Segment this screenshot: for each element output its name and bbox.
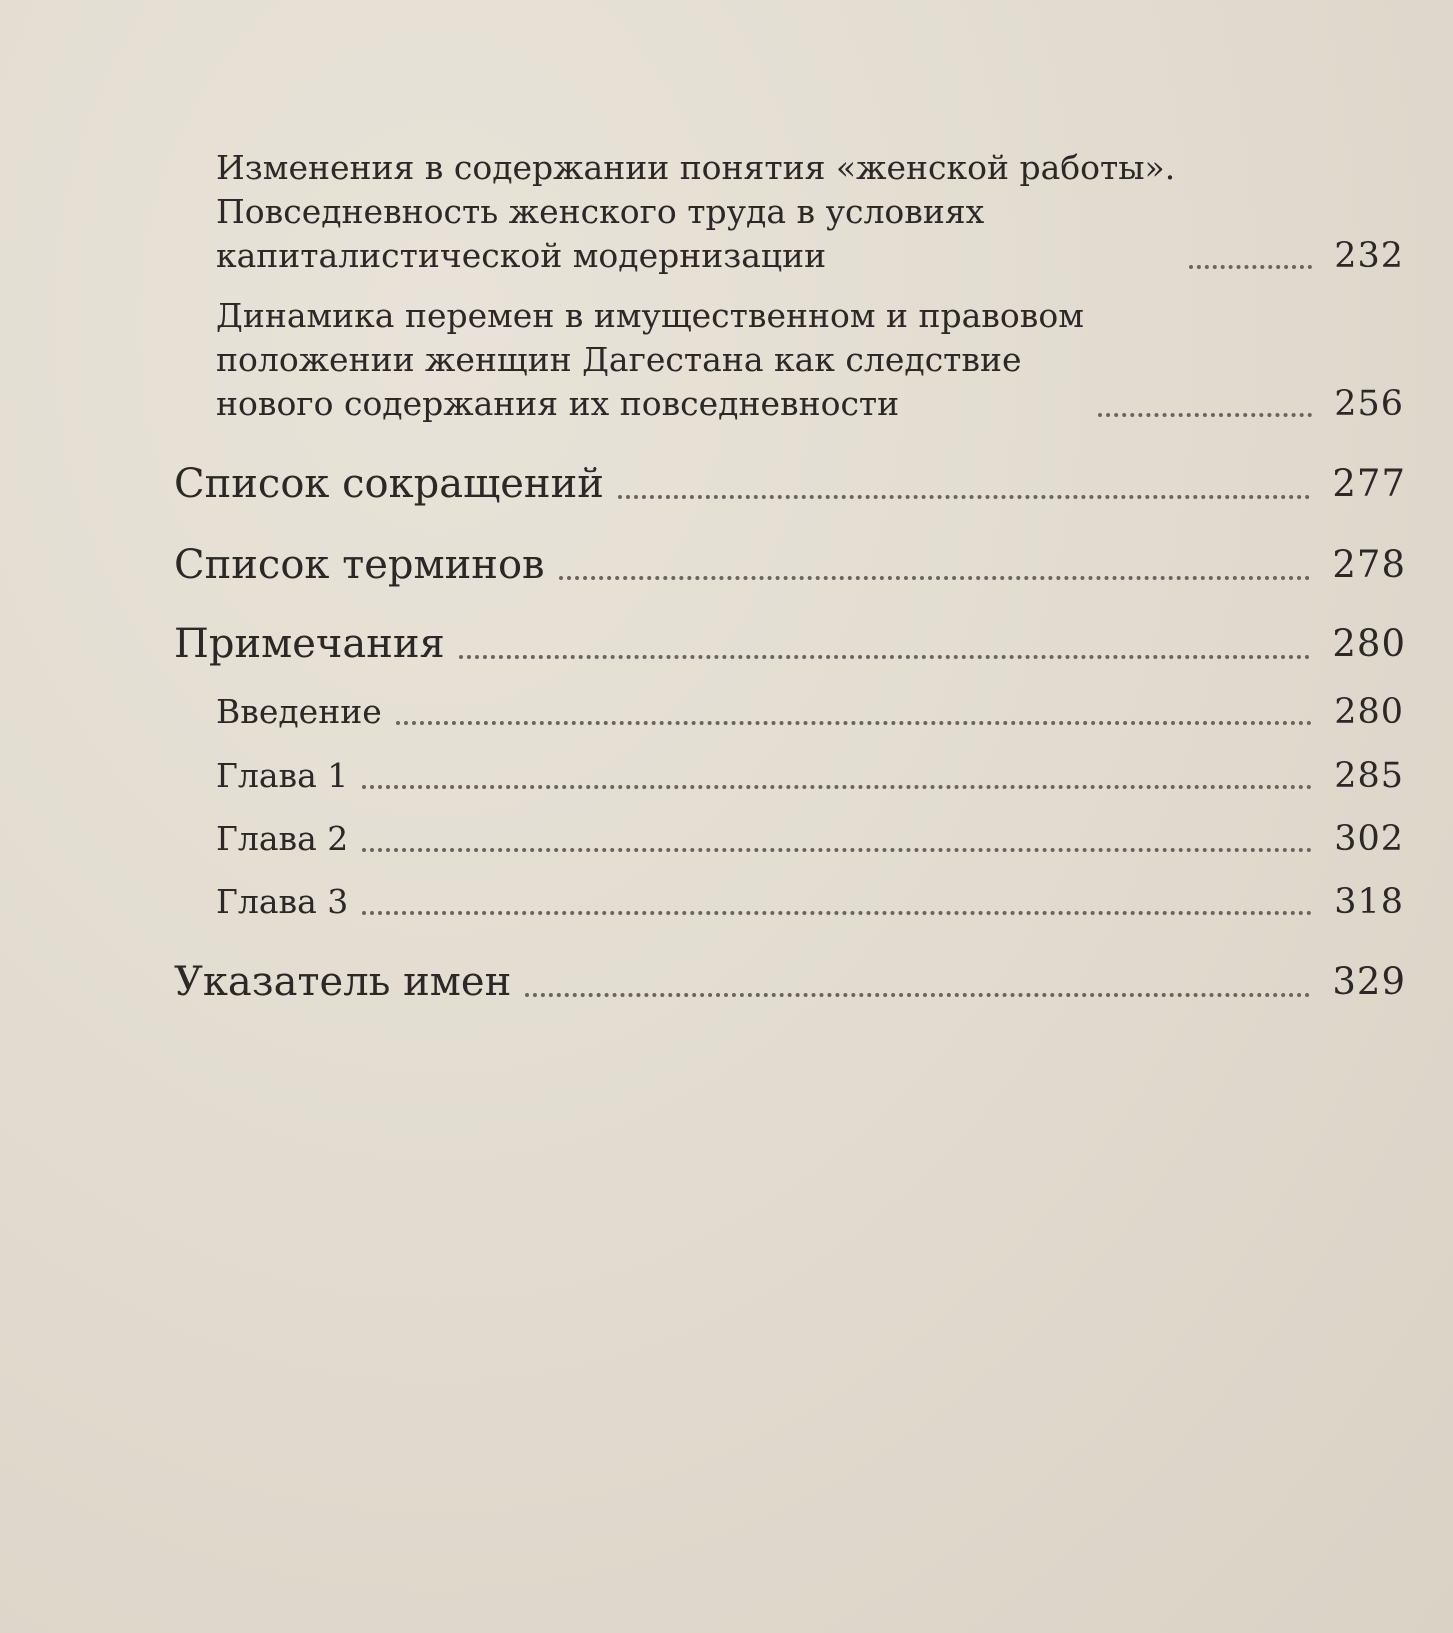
toc-entry-title: Глава 1 bbox=[216, 756, 349, 795]
dot-leader bbox=[1098, 413, 1312, 417]
toc-entry[interactable] bbox=[174, 460, 1406, 508]
toc-entry[interactable] bbox=[216, 817, 1404, 861]
toc-entry[interactable] bbox=[216, 880, 1404, 924]
dot-leader bbox=[362, 911, 1312, 915]
dot-leader bbox=[362, 848, 1312, 852]
toc-page-number: 329 bbox=[1332, 960, 1406, 1003]
toc-entry-title: Введение bbox=[216, 692, 382, 731]
toc-entry-line: нового содержания их повседневности bbox=[216, 384, 900, 423]
toc-entry-title: Список сокращений bbox=[174, 461, 604, 507]
dot-leader bbox=[362, 785, 1312, 789]
dot-leader bbox=[559, 576, 1311, 580]
toc-page-number: 285 bbox=[1334, 756, 1404, 796]
toc-page-number: 232 bbox=[1334, 236, 1404, 276]
toc-entry-title: Примечания bbox=[174, 621, 445, 667]
toc-entry[interactable] bbox=[216, 754, 1404, 798]
toc-page-number: 277 bbox=[1332, 462, 1406, 505]
dot-leader bbox=[459, 655, 1311, 659]
dot-leader bbox=[396, 721, 1312, 725]
toc-entry-line: Динамика перемен в имущественном и правовом bbox=[216, 296, 1084, 335]
toc-entry-line: Изменения в содержании понятия «женской работы». bbox=[216, 148, 1176, 187]
toc-entry-title: Глава 2 bbox=[216, 819, 349, 858]
toc-entry[interactable] bbox=[174, 620, 1406, 668]
toc-entry[interactable] bbox=[174, 958, 1406, 1006]
toc-entry-title bbox=[216, 146, 1175, 278]
dot-leader bbox=[618, 495, 1310, 499]
toc-entry-title: Указатель имен bbox=[174, 959, 512, 1005]
dot-leader bbox=[525, 993, 1310, 997]
toc-entry[interactable] bbox=[216, 146, 1404, 278]
toc-entry-title: Список терминов bbox=[174, 542, 545, 588]
dot-leader bbox=[1189, 265, 1312, 269]
toc-entry-line: капиталистической модернизации bbox=[216, 236, 827, 275]
toc-entry-line: Повседневность женского труда в условиях bbox=[216, 192, 985, 231]
toc-entry[interactable] bbox=[216, 690, 1404, 734]
toc-page-number: 280 bbox=[1334, 692, 1404, 732]
toc-page-number: 278 bbox=[1332, 543, 1406, 586]
toc-entry-title: Глава 3 bbox=[216, 882, 349, 921]
toc-entry-line: положении женщин Дагестана как следствие bbox=[216, 340, 1022, 379]
toc-entry[interactable] bbox=[174, 541, 1406, 589]
toc-page-number: 302 bbox=[1334, 819, 1404, 859]
toc-page-number: 256 bbox=[1334, 384, 1404, 424]
toc-entry[interactable] bbox=[216, 294, 1404, 426]
toc-entry-title bbox=[216, 294, 1084, 426]
toc-page-number: 280 bbox=[1332, 622, 1406, 665]
toc-page-number: 318 bbox=[1334, 882, 1404, 922]
